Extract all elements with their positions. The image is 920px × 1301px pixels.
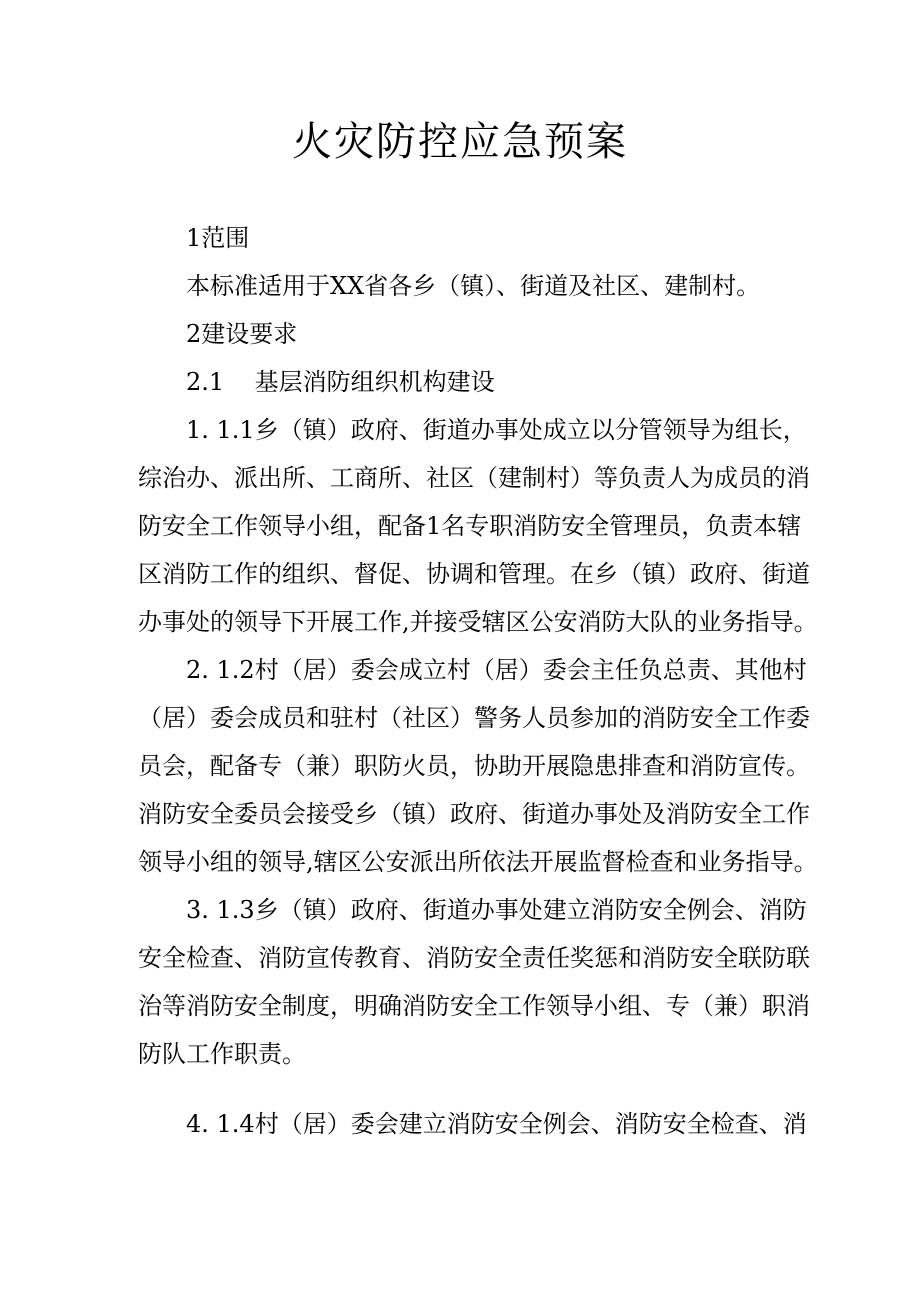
paragraph-line: 区消防工作的组织、督促、协调和管理。在乡（镇）政府、街道 [138,560,810,588]
paragraph-line: 办事处的领导下开展工作,并接受辖区公安消防大队的业务指导。 [138,608,818,636]
paragraph-line: 治等消防安全制度，明确消防安全工作领导小组、专（兼）职消 [138,992,810,1020]
paragraph-line: 领导小组的领导,辖区公安派出所依法开展监督检查和业务指导。 [138,848,818,876]
paragraph-line: 消防安全委员会接受乡（镇）政府、街道办事处及消防安全工作 [138,800,810,828]
document-title: 火灾防控应急预案 [292,119,628,165]
paragraph-line: 员会，配备专（兼）职防火员，协助开展隐患排查和消防宣传。 [138,752,810,780]
clause-1-1-1-first-line: 1. 1.1乡（镇）政府、街道办事处成立以分管领导为组长， [186,416,807,444]
clause-1-1-4-first-line: 4. 1.4村（居）委会建立消防安全例会、消防安全检查、消 [186,1110,807,1138]
paragraph-line: 本标准适用于XX省各乡（镇）、街道及社区、建制村。 [186,272,761,300]
section-heading-2: 2建设要求 [186,320,298,348]
paragraph-line: 防队工作职责。 [138,1040,306,1068]
clause-1-1-2-first-line: 2. 1.2村（居）委会成立村（居）委会主任负总责、其他村 [186,656,807,684]
paragraph-line: 综治办、派出所、工商所、社区（建制村）等负责人为成员的消 [138,464,810,492]
paragraph-line: 防安全工作领导小组，配备1名专职消防安全管理员，负责本辖 [138,512,802,540]
section-heading-1: 1范围 [186,224,250,252]
paragraph-line: （居）委会成员和驻村（社区）警务人员参加的消防安全工作委 [138,704,810,732]
subsection-heading-2-1: 2.1 基层消防组织机构建设 [186,368,495,396]
clause-1-1-3-first-line: 3. 1.3乡（镇）政府、街道办事处建立消防安全例会、消防 [186,896,807,924]
paragraph-line: 安全检查、消防宣传教育、消防安全责任奖惩和消防安全联防联 [138,944,810,972]
